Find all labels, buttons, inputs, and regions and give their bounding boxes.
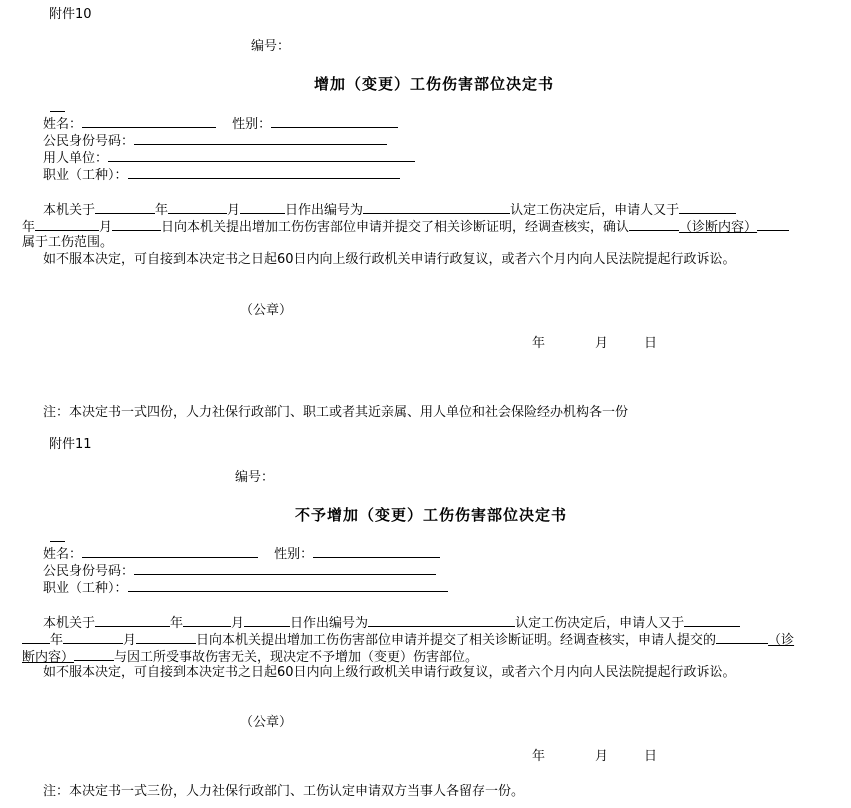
field-occupation-label: 职业（工种）： xyxy=(43,581,128,596)
blank[interactable] xyxy=(679,201,736,214)
body-line-1 xyxy=(43,201,736,219)
diagnosis-placeholder[interactable]: （诊 xyxy=(768,633,795,648)
blank[interactable] xyxy=(716,631,768,644)
year-text: 年 xyxy=(155,203,169,218)
short-rule xyxy=(50,541,65,542)
blank[interactable] xyxy=(183,614,231,627)
month-text: 月 xyxy=(231,616,245,631)
blank[interactable] xyxy=(22,631,50,644)
blank[interactable] xyxy=(240,201,285,214)
body-text: 本机关于 xyxy=(43,203,96,218)
body-line-3 xyxy=(22,648,478,666)
field-gender-label: 性别： xyxy=(274,547,314,562)
body-text: 本机关于 xyxy=(43,616,96,631)
attachment-label: 附件11 xyxy=(49,437,92,452)
body-line-3: 属于工伤范围。 xyxy=(22,235,114,250)
month-text: 月 xyxy=(227,203,241,218)
diagnosis-placeholder-cont[interactable]: 断内容） xyxy=(22,650,75,665)
body-line-2 xyxy=(22,631,794,649)
attachment-label: 附件10 xyxy=(49,7,92,22)
date-day: 日 xyxy=(644,336,658,351)
field-occupation-label: 职业（工种）： xyxy=(43,168,128,183)
field-id xyxy=(43,562,436,580)
doc-title: 不予增加（变更）工伤伤害部位决定书 xyxy=(295,506,568,524)
blank[interactable] xyxy=(757,218,789,231)
blank[interactable] xyxy=(168,201,227,214)
id-blank[interactable] xyxy=(134,132,387,145)
body-text: 日作出编号为 xyxy=(290,616,369,631)
appeal-text: 如不服本决定，可自接到本决定书之日起60日内向上级行政机关申请行政复议，或者六个月内向人民法院提起行政诉讼。 xyxy=(43,252,736,267)
field-name-label: 姓名： xyxy=(43,547,83,562)
body-text: 日向本机关提出增加工伤伤害部位申请并提交了相关诊断证明，经调查核实，确认 xyxy=(161,220,630,235)
appeal-text: 如不服本决定，可自接到本决定书之日起60日内向上级行政机关申请行政复议，或者六个月内向人民法院提起行政诉讼。 xyxy=(43,665,736,680)
blank[interactable] xyxy=(95,614,170,627)
field-name-label: 姓名： xyxy=(43,117,83,132)
blank[interactable] xyxy=(63,631,123,644)
blank[interactable] xyxy=(629,218,679,231)
field-id-label: 公民身份号码： xyxy=(43,134,135,149)
field-id-label: 公民身份号码： xyxy=(43,564,135,579)
date-month: 月 xyxy=(595,749,609,764)
body-text: 与因工所受事故伤害无关，现决定不予增加（变更）伤害部位。 xyxy=(114,650,479,665)
blank[interactable] xyxy=(684,614,740,627)
blank[interactable] xyxy=(74,648,114,661)
blank[interactable] xyxy=(95,201,155,214)
name-blank[interactable] xyxy=(82,545,258,558)
gender-blank[interactable] xyxy=(313,545,440,558)
body-line-2 xyxy=(22,218,789,236)
footnote: 注：本决定书一式四份，人力社保行政部门、职工或者其近亲属、用人单位和社会保险经办机构各一份 xyxy=(43,405,629,420)
name-blank[interactable] xyxy=(82,115,216,128)
short-rule xyxy=(50,111,65,112)
year-text: 年 xyxy=(22,220,36,235)
year-text: 年 xyxy=(50,633,64,648)
seal-label: （公章） xyxy=(240,303,293,318)
date-year: 年 xyxy=(532,749,546,764)
gender-blank[interactable] xyxy=(271,115,398,128)
blank[interactable] xyxy=(35,218,99,231)
field-occupation xyxy=(43,166,400,184)
blank[interactable] xyxy=(136,631,196,644)
year-text: 年 xyxy=(170,616,184,631)
number-label: 编号： xyxy=(251,39,291,54)
seal-label: （公章） xyxy=(240,715,293,730)
occupation-blank[interactable] xyxy=(128,166,400,179)
doc-title: 增加（变更）工伤伤害部位决定书 xyxy=(314,75,555,93)
month-text: 月 xyxy=(123,633,137,648)
body-line-1 xyxy=(43,614,740,632)
date-year: 年 xyxy=(532,336,546,351)
id-blank[interactable] xyxy=(134,562,436,575)
body-text: 认定工伤决定后，申请人又于 xyxy=(515,616,685,631)
field-name xyxy=(43,115,398,133)
diagnosis-placeholder[interactable]: （诊断内容） xyxy=(679,220,758,235)
footnote: 注：本决定书一式三份，人力社保行政部门、工伤认定申请双方当事人各留存一份。 xyxy=(43,784,525,799)
blank[interactable] xyxy=(244,614,290,627)
number-label: 编号： xyxy=(235,470,275,485)
body-text: 认定工伤决定后，申请人又于 xyxy=(510,203,680,218)
field-name xyxy=(43,545,440,563)
date-day: 日 xyxy=(644,749,658,764)
field-occupation xyxy=(43,579,448,597)
body-text: 日作出编号为 xyxy=(285,203,364,218)
field-employer-label: 用人单位： xyxy=(43,151,109,166)
field-id xyxy=(43,132,387,150)
number-blank[interactable] xyxy=(368,614,515,627)
field-employer xyxy=(43,149,415,167)
occupation-blank[interactable] xyxy=(128,579,448,592)
field-gender-label: 性别： xyxy=(232,117,272,132)
body-text: 日向本机关提出增加工伤伤害部位申请并提交了相关诊断证明。经调查核实，申请人提交的 xyxy=(196,633,717,648)
blank[interactable] xyxy=(112,218,161,231)
employer-blank[interactable] xyxy=(108,149,415,162)
month-text: 月 xyxy=(99,220,113,235)
number-blank[interactable] xyxy=(363,201,510,214)
date-month: 月 xyxy=(595,336,609,351)
